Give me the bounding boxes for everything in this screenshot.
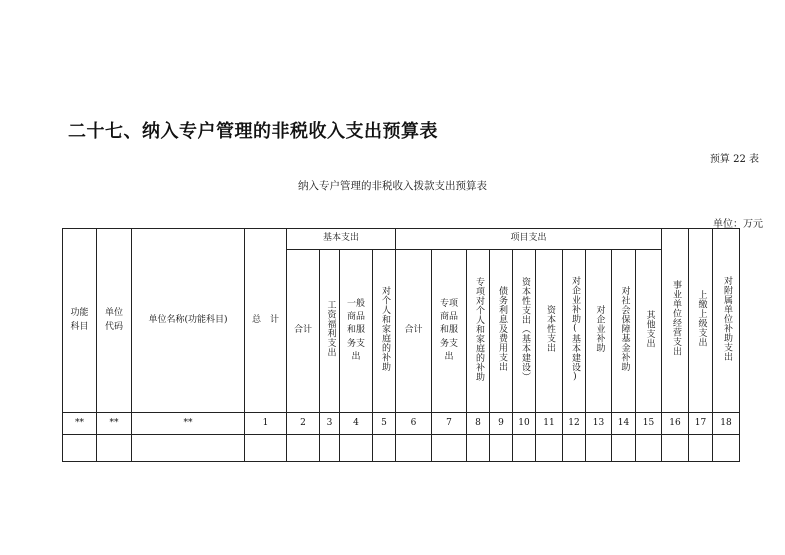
cell: 12 (563, 413, 586, 435)
header-func-subject: 功能科目 (63, 229, 97, 413)
cell[interactable] (467, 435, 490, 462)
cell[interactable] (63, 435, 97, 462)
cell[interactable] (586, 435, 612, 462)
cell: 1 (245, 413, 287, 435)
cell[interactable] (713, 435, 740, 462)
header-row-1 (63, 229, 740, 250)
cell[interactable] (320, 435, 340, 462)
cell: ** (63, 413, 97, 435)
cell: 15 (636, 413, 662, 435)
cell: 5 (373, 413, 396, 435)
header-upper-payment: 上缴上级支出 (689, 229, 713, 413)
budget-table (62, 228, 740, 462)
cell: 2 (287, 413, 320, 435)
header-other: 其他支出 (636, 250, 662, 413)
header-special-individual: 专项对个人和家庭的补助 (467, 250, 490, 413)
cell[interactable] (432, 435, 467, 462)
header-project-sum: 合计 (396, 250, 432, 413)
header-social-security: 对社会保障基金补助 (612, 250, 636, 413)
header-business-expense: 事业单位经营支出 (662, 229, 689, 413)
cell: 11 (536, 413, 563, 435)
cell: ** (132, 413, 245, 435)
cell: 9 (490, 413, 513, 435)
cell: 6 (396, 413, 432, 435)
header-capital-construction: 资本性支出（基本建设） (513, 250, 536, 413)
table-subtitle: 纳入专户管理的非税收入拨款支出预算表 (298, 180, 487, 192)
cell[interactable] (662, 435, 689, 462)
header-individual-subsidy: 对个人和家庭的补助 (373, 250, 396, 413)
header-unit-name: 单位名称(功能科目) (132, 229, 245, 413)
cell: 17 (689, 413, 713, 435)
cell: 13 (586, 413, 612, 435)
cell: 14 (612, 413, 636, 435)
cell[interactable] (689, 435, 713, 462)
header-enterprise-subsidy: 对企业补助 (586, 250, 612, 413)
header-special-goods: 专项商品和服务支出 (432, 250, 467, 413)
header-enterprise-construction: 对企业补助(基本建设) (563, 250, 586, 413)
cell[interactable] (490, 435, 513, 462)
cell[interactable] (536, 435, 563, 462)
cell[interactable] (612, 435, 636, 462)
header-wages: 工资福利支出 (320, 250, 340, 413)
header-capital: 资本性支出 (536, 250, 563, 413)
cell[interactable] (513, 435, 536, 462)
header-basic-expenditure: 基本支出 (287, 229, 396, 250)
header-project-expenditure: 项目支出 (396, 229, 662, 250)
cell: 16 (662, 413, 689, 435)
cell[interactable] (373, 435, 396, 462)
cell: 18 (713, 413, 740, 435)
cell[interactable] (636, 435, 662, 462)
header-affiliate-subsidy: 对附属单位补助支出 (713, 229, 740, 413)
cell: 10 (513, 413, 536, 435)
cell: 8 (467, 413, 490, 435)
cell[interactable] (287, 435, 320, 462)
table-row (63, 435, 740, 462)
cell: 3 (320, 413, 340, 435)
form-number: 预算 22 表 (709, 154, 759, 165)
cell[interactable] (340, 435, 373, 462)
table-row (63, 413, 740, 435)
cell[interactable] (245, 435, 287, 462)
header-total: 总 计 (245, 229, 287, 413)
cell: 4 (340, 413, 373, 435)
header-debt-interest: 债务利息及费用支出 (490, 250, 513, 413)
page-title: 二十七、纳入专户管理的非税收入支出预算表 (68, 121, 438, 142)
cell: 7 (432, 413, 467, 435)
header-goods-services: 一般商品和服务支出 (340, 250, 373, 413)
cell[interactable] (97, 435, 132, 462)
cell: ** (97, 413, 132, 435)
cell[interactable] (563, 435, 586, 462)
cell[interactable] (396, 435, 432, 462)
header-unit-code: 单位代码 (97, 229, 132, 413)
header-basic-sum: 合计 (287, 250, 320, 413)
cell[interactable] (132, 435, 245, 462)
unit-label: 单位：万元 (713, 219, 763, 230)
